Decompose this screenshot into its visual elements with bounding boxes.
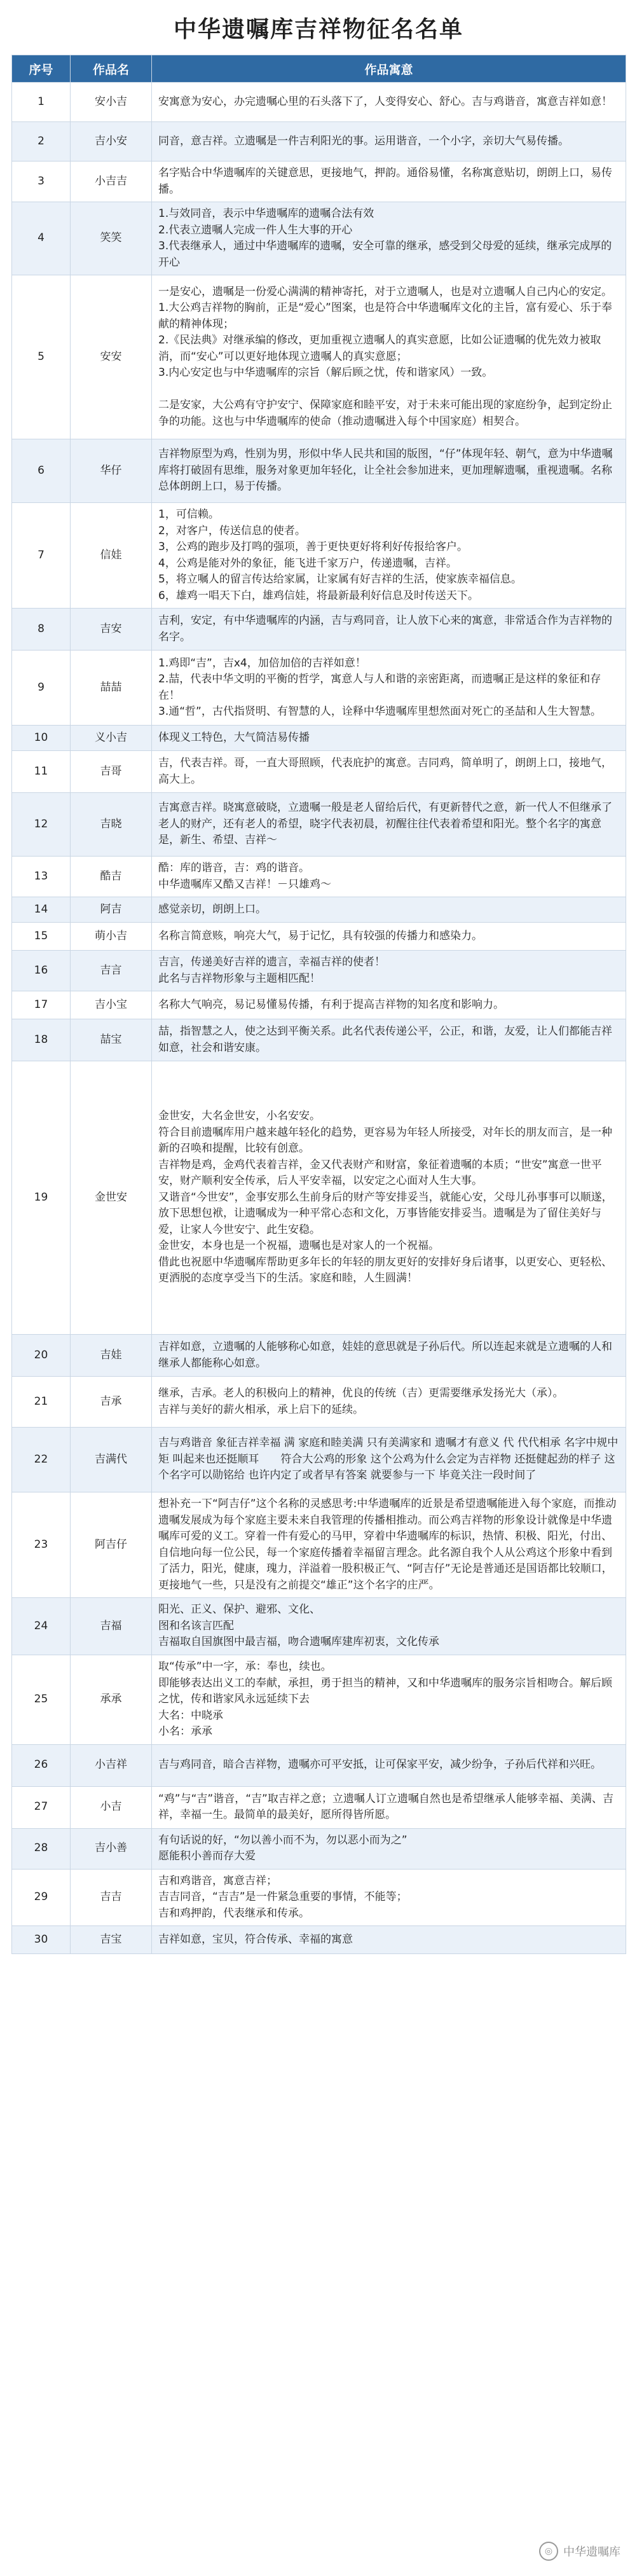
entry-name: 义小吉 [71,726,152,751]
table-row [12,1786,626,1828]
entry-name: 萌小吉 [71,923,152,951]
table-row [12,1492,626,1598]
table-row [12,1061,626,1335]
row-number: 22 [12,1428,71,1492]
entry-meaning: 吉与鸡谐音 象征吉祥幸福 满 家庭和睦美满 只有美满家和 遗嘱才有意义 代 代代相承 名字中规中矩 叫起来也还挺顺耳 符合大公鸡的形象 这个公鸡为什么会定为吉祥物 还挺健起劲的样子 这个名字可以勋铭给 也许内定了或者早有答案 就要参与一下 毕竟关注一段时间了 [152,1428,626,1492]
table-row [12,162,626,202]
row-number: 25 [12,1655,71,1745]
header-name: 作品名 [71,55,152,83]
entry-meaning: 名称言简意赅，响亮大气，易于记忆，具有较强的传播力和感染力。 [152,923,626,951]
row-number: 13 [12,857,71,897]
header-num: 序号 [12,55,71,83]
row-number: 12 [12,793,71,857]
table-row [12,923,626,951]
row-number: 18 [12,1019,71,1061]
entry-meaning: 感觉亲切，朗朗上口。 [152,897,626,923]
entry-name: 吉小宝 [71,991,152,1019]
entry-meaning: 酷：库的谐音，吉：鸡的谐音。 中华遗嘱库又酷又吉祥！－只雄鸡～ [152,857,626,897]
entry-name: 小吉祥 [71,1744,152,1786]
table-row [12,651,626,726]
entry-meaning: 吉，代表吉祥。哥，一直大哥照顾，代表庇护的寓意。吉同鸡，简单明了，朗朗上口，接地气，高大上。 [152,751,626,793]
entry-meaning: 有句话说的好，“勿以善小而不为，勿以恶小而为之” 愿能积小善而存大爱 [152,1828,626,1869]
entry-meaning: 继承，吉承。老人的积极向上的精神，优良的传统（吉）更需要继承发扬光大（承）。 吉祥与美好的薪火相承，承上启下的延续。 [152,1377,626,1428]
entry-name: 吉哥 [71,751,152,793]
table-row [12,122,626,162]
entry-meaning: 吉利，安定，有中华遗嘱库的内涵，吉与鸡同音，让人放下心来的寓意，非常适合作为吉祥物的名字。 [152,609,626,651]
row-number: 6 [12,439,71,503]
table-row [12,897,626,923]
entry-name: 金世安 [71,1061,152,1335]
entry-meaning: 吉祥如意，宝贝，符合传承、幸福的寓意 [152,1926,626,1954]
watermark-text: 中华遗嘱库 [563,2545,620,2559]
entry-name: 吉福 [71,1598,152,1655]
table-row [12,275,626,439]
entry-meaning: 吉言，传递美好吉祥的遗言，幸福吉祥的使者！ 此名与吉祥物形象与主题相匹配！ [152,951,626,991]
entry-meaning: 吉祥物原型为鸡，性别为男，形似中华人民共和国的版图，“仔”体现年轻、朝气，意为中华遗嘱库将打破固有思维，服务对象更加年轻化，让全社会参加进来，更加理解遗嘱，重视遗嘱。名称总体朗朗上口，易于传播。 [152,439,626,503]
entry-name: 吉安 [71,609,152,651]
entry-meaning: 安寓意为安心，办完遗嘱心里的石头落下了，人变得安心、舒心。吉与鸡谐音，寓意吉祥如意！ [152,83,626,122]
row-number: 23 [12,1492,71,1598]
row-number: 19 [12,1061,71,1335]
entry-meaning: 1，可信赖。 2，对客户，传送信息的使者。 3，公鸡的跑步及打鸣的强项，善于更快更好将利好传报给客户。 4，公鸡是能对外的象征，能飞进千家万户，传递遗嘱，吉祥。 5，将立嘱人的留言传达给家属，让家属有好吉祥的生活，使家族幸福信息。 6，雄鸡一唱天下白，雄鸡信娃，将最新最利好信息及时传送天下。 [152,503,626,609]
entry-name: 喆喆 [71,651,152,726]
entry-name: 吉晓 [71,793,152,857]
wechat-icon: ◎ [539,2542,558,2561]
entry-name: 信娃 [71,503,152,609]
row-number: 16 [12,951,71,991]
entry-name: 华仔 [71,439,152,503]
entry-meaning: 体现义工特色，大气简洁易传播 [152,726,626,751]
table-row [12,439,626,503]
table-row [12,609,626,651]
entry-name: 吉言 [71,951,152,991]
entry-name: 笑笑 [71,202,152,275]
entry-name: 吉承 [71,1377,152,1428]
entry-name: 小吉 [71,1786,152,1828]
entry-name: 小吉吉 [71,162,152,202]
table-row [12,202,626,275]
row-number: 7 [12,503,71,609]
table-row [12,1828,626,1869]
entry-meaning: 阳光、正义、保护、避邪、文化、 图和名该言匹配 吉福取自国旗图中最吉福，吻合遗嘱库建库初衷，文化传承 [152,1598,626,1655]
row-number: 17 [12,991,71,1019]
entry-meaning: 同音，意吉祥。立遗嘱是一件吉利阳光的事。运用谐音，一个小字，亲切大气易传播。 [152,122,626,162]
row-number: 15 [12,923,71,951]
row-number: 5 [12,275,71,439]
row-number: 24 [12,1598,71,1655]
table-row [12,1926,626,1954]
table-row [12,1744,626,1786]
entry-meaning: 名称大气响亮，易记易懂易传播，有利于提高吉祥物的知名度和影响力。 [152,991,626,1019]
table-row [12,751,626,793]
entry-meaning: 金世安，大名金世安，小名安安。 符合目前遗嘱库用户越来越年轻化的趋势，更容易为年轻人所接受，对年长的朋友而言，是一种新的召唤和提醒，比较有创意。 吉祥物是鸡，金鸡代表着吉祥，金又代表财产和财富，象征着遗嘱的本质；“世安”寓意一世平安，财产顺利安全传承，后人平安幸福，以安定之心面对人生大事。 又谐音“今世安”，金事安那么生前身后的财产等安排妥当，就能心安，父母儿孙事事可以顺遂，放下思想包袱，让遗嘱成为一种平常心态和文化，万事皆能安排妥当。遗嘱是为了留住美好与爱，让家人今世安宁、此生安稳。 金世安，本身也是一个祝福，遗嘱也是对家人的一个祝福。 借此也祝愿中华遗嘱库帮助更多年长的年轻的朋友更好的安排好身后诸事，以更安心、更轻松、更洒脱的态度享受当下的生活。家庭和睦，人生圆满！ [152,1061,626,1335]
entry-name: 吉吉 [71,1869,152,1926]
entry-name: 吉满代 [71,1428,152,1492]
entry-meaning: 一是安心，遗嘱是一份爱心满满的精神寄托，对于立遗嘱人，也是对立遗嘱人自己内心的安定。 1.大公鸡吉祥物的胸前，正是“爱心”图案，也是符合中华遗嘱库文化的主旨，富有爱心、乐于奉献的精神体现； 2.《民法典》对继承编的修改，更加重视立遗嘱人的真实意愿，比如公证遗嘱的优先效力被取消，而“安心”可以更好地体现立遗嘱人的真实意愿； 3.内心安定也与中华遗嘱库的宗旨（解后顾之忧，传和谐家风）一致。 二是安家，大公鸡有守护安宁、保障家庭和睦平安，对于未来可能出现的家庭纷争，起到定纷止争的功能。这也与中华遗嘱库的使命（推动遗嘱进入每个中国家庭）相契合。 [152,275,626,439]
table-row [12,857,626,897]
table-row [12,1655,626,1745]
entry-name: 吉小善 [71,1828,152,1869]
row-number: 8 [12,609,71,651]
table-row [12,951,626,991]
watermark [539,2542,620,2561]
row-number: 27 [12,1786,71,1828]
table-row [12,991,626,1019]
entry-name: 吉小安 [71,122,152,162]
header-meaning: 作品寓意 [152,55,626,83]
table-body [12,83,626,1954]
row-number: 29 [12,1869,71,1926]
entry-name: 酷吉 [71,857,152,897]
entry-name: 安小吉 [71,83,152,122]
entry-meaning: 吉与鸡同音，暗合吉祥物，遗嘱亦可平安抵，让可保家平安，减少纷争，子孙后代祥和兴旺。 [152,1744,626,1786]
entry-name: 承承 [71,1655,152,1745]
entry-meaning: 名字贴合中华遗嘱库的关键意思，更接地气，押韵。通俗易懂，名称寓意贴切，朗朗上口，易传播。 [152,162,626,202]
entry-meaning: 想补充一下“阿吉仔”这个名称的灵感思考:中华遗嘱库的近景是希望遗嘱能进入每个家庭，而推动遗嘱发展成为每个家庭主要未来自我管理的传播相推动。而公鸡吉祥物的形象设计就像是中华遗嘱库可爱的义工。穿着一件有爱心的马甲，穿着中华遗嘱库的标识，热情、积极、阳光，付出、自信地向每一位公民，每一个家庭传播着幸福留言理念。此名源自我个人从公鸡这个形象中看到了活力，阳光，健康，瑰力，洋溢着一股积极正气、“阿吉仔”无论是普通还是国语都比较顺口，更接地气一些，只是没有之前提交“雄正”这个名字的庄严。 [152,1492,626,1598]
entry-meaning: 取“传承”中一字，承：奉也，续也。 即能够表达出义工的奉献，承担，勇于担当的精神，又和中华遗嘱库的服务宗旨相吻合。解后顾之忧，传和谐家风永远延续下去 大名：中晓承 小名：承承 [152,1655,626,1745]
entry-name: 喆宝 [71,1019,152,1061]
entry-meaning: 1.与效同音，表示中华遗嘱库的遗嘱合法有效 2.代表立遗嘱人完成一件人生大事的开心 3.代表继承人，通过中华遗嘱库的遗嘱，安全可靠的继承，感受到父母爱的延续，继承完成厚的开心 [152,202,626,275]
row-number: 21 [12,1377,71,1428]
entry-name: 吉娃 [71,1335,152,1377]
table-row [12,83,626,122]
row-number: 2 [12,122,71,162]
table-row [12,1335,626,1377]
entry-meaning: 1.鸡即“吉”，吉x4，加倍加倍的吉祥如意！ 2.喆，代表中华文明的平衡的哲学，寓意人与人和谐的亲密距离，而遗嘱正是这样的象征和存在！ 3.通“哲”，古代指贤明、有智慧的人，诠释中华遗嘱库里想然面对死亡的圣喆和人生大智慧。 [152,651,626,726]
table-row [12,726,626,751]
entry-name: 安安 [71,275,152,439]
table-header-row [12,55,626,83]
entry-meaning: “鸡”与“吉”谐音，“吉”取吉祥之意；立遗嘱人订立遗嘱自然也是希望继承人能够幸福、美满、吉祥，幸福一生。最简单的最美好，愿所得皆所愿。 [152,1786,626,1828]
row-number: 10 [12,726,71,751]
row-number: 9 [12,651,71,726]
row-number: 11 [12,751,71,793]
row-number: 1 [12,83,71,122]
entry-name: 阿吉 [71,897,152,923]
table-row [12,1598,626,1655]
row-number: 26 [12,1744,71,1786]
entry-meaning: 吉祥如意，立遗嘱的人能够称心如意，娃娃的意思就是子孙后代。所以连起来就是立遗嘱的人和继承人都能称心如意。 [152,1335,626,1377]
entry-meaning: 喆，指智慧之人，使之达到平衡关系。此名代表传递公平，公正，和谐，友爱，让人们都能吉祥如意，社会和谐安康。 [152,1019,626,1061]
row-number: 20 [12,1335,71,1377]
row-number: 28 [12,1828,71,1869]
entry-name: 阿吉仔 [71,1492,152,1598]
row-number: 30 [12,1926,71,1954]
entry-meaning: 吉和鸡谐音，寓意吉祥； 吉吉同音，“吉吉”是一件紧急重要的事情，不能等； 吉和鸡押韵，代表继承和传承。 [152,1869,626,1926]
table-row [12,793,626,857]
table-row [12,1428,626,1492]
row-number: 4 [12,202,71,275]
page-title: 中华遗嘱库吉祥物征名名单 [173,16,463,43]
row-number: 3 [12,162,71,202]
table-row [12,1869,626,1926]
table-row [12,1019,626,1061]
table-row [12,1377,626,1428]
entry-name: 吉宝 [71,1926,152,1954]
row-number: 14 [12,897,71,923]
entry-meaning: 吉寓意吉祥。晓寓意破晓，立遗嘱一般是老人留给后代，有更新替代之意，新一代人不但继承了老人的财产，还有老人的希望，晓字代表初晨，初醒往往代表着希望和阳光。整个名字的寓意是，新生、希望、吉祥～ [152,793,626,857]
names-table [11,55,626,1954]
table-row [12,503,626,609]
